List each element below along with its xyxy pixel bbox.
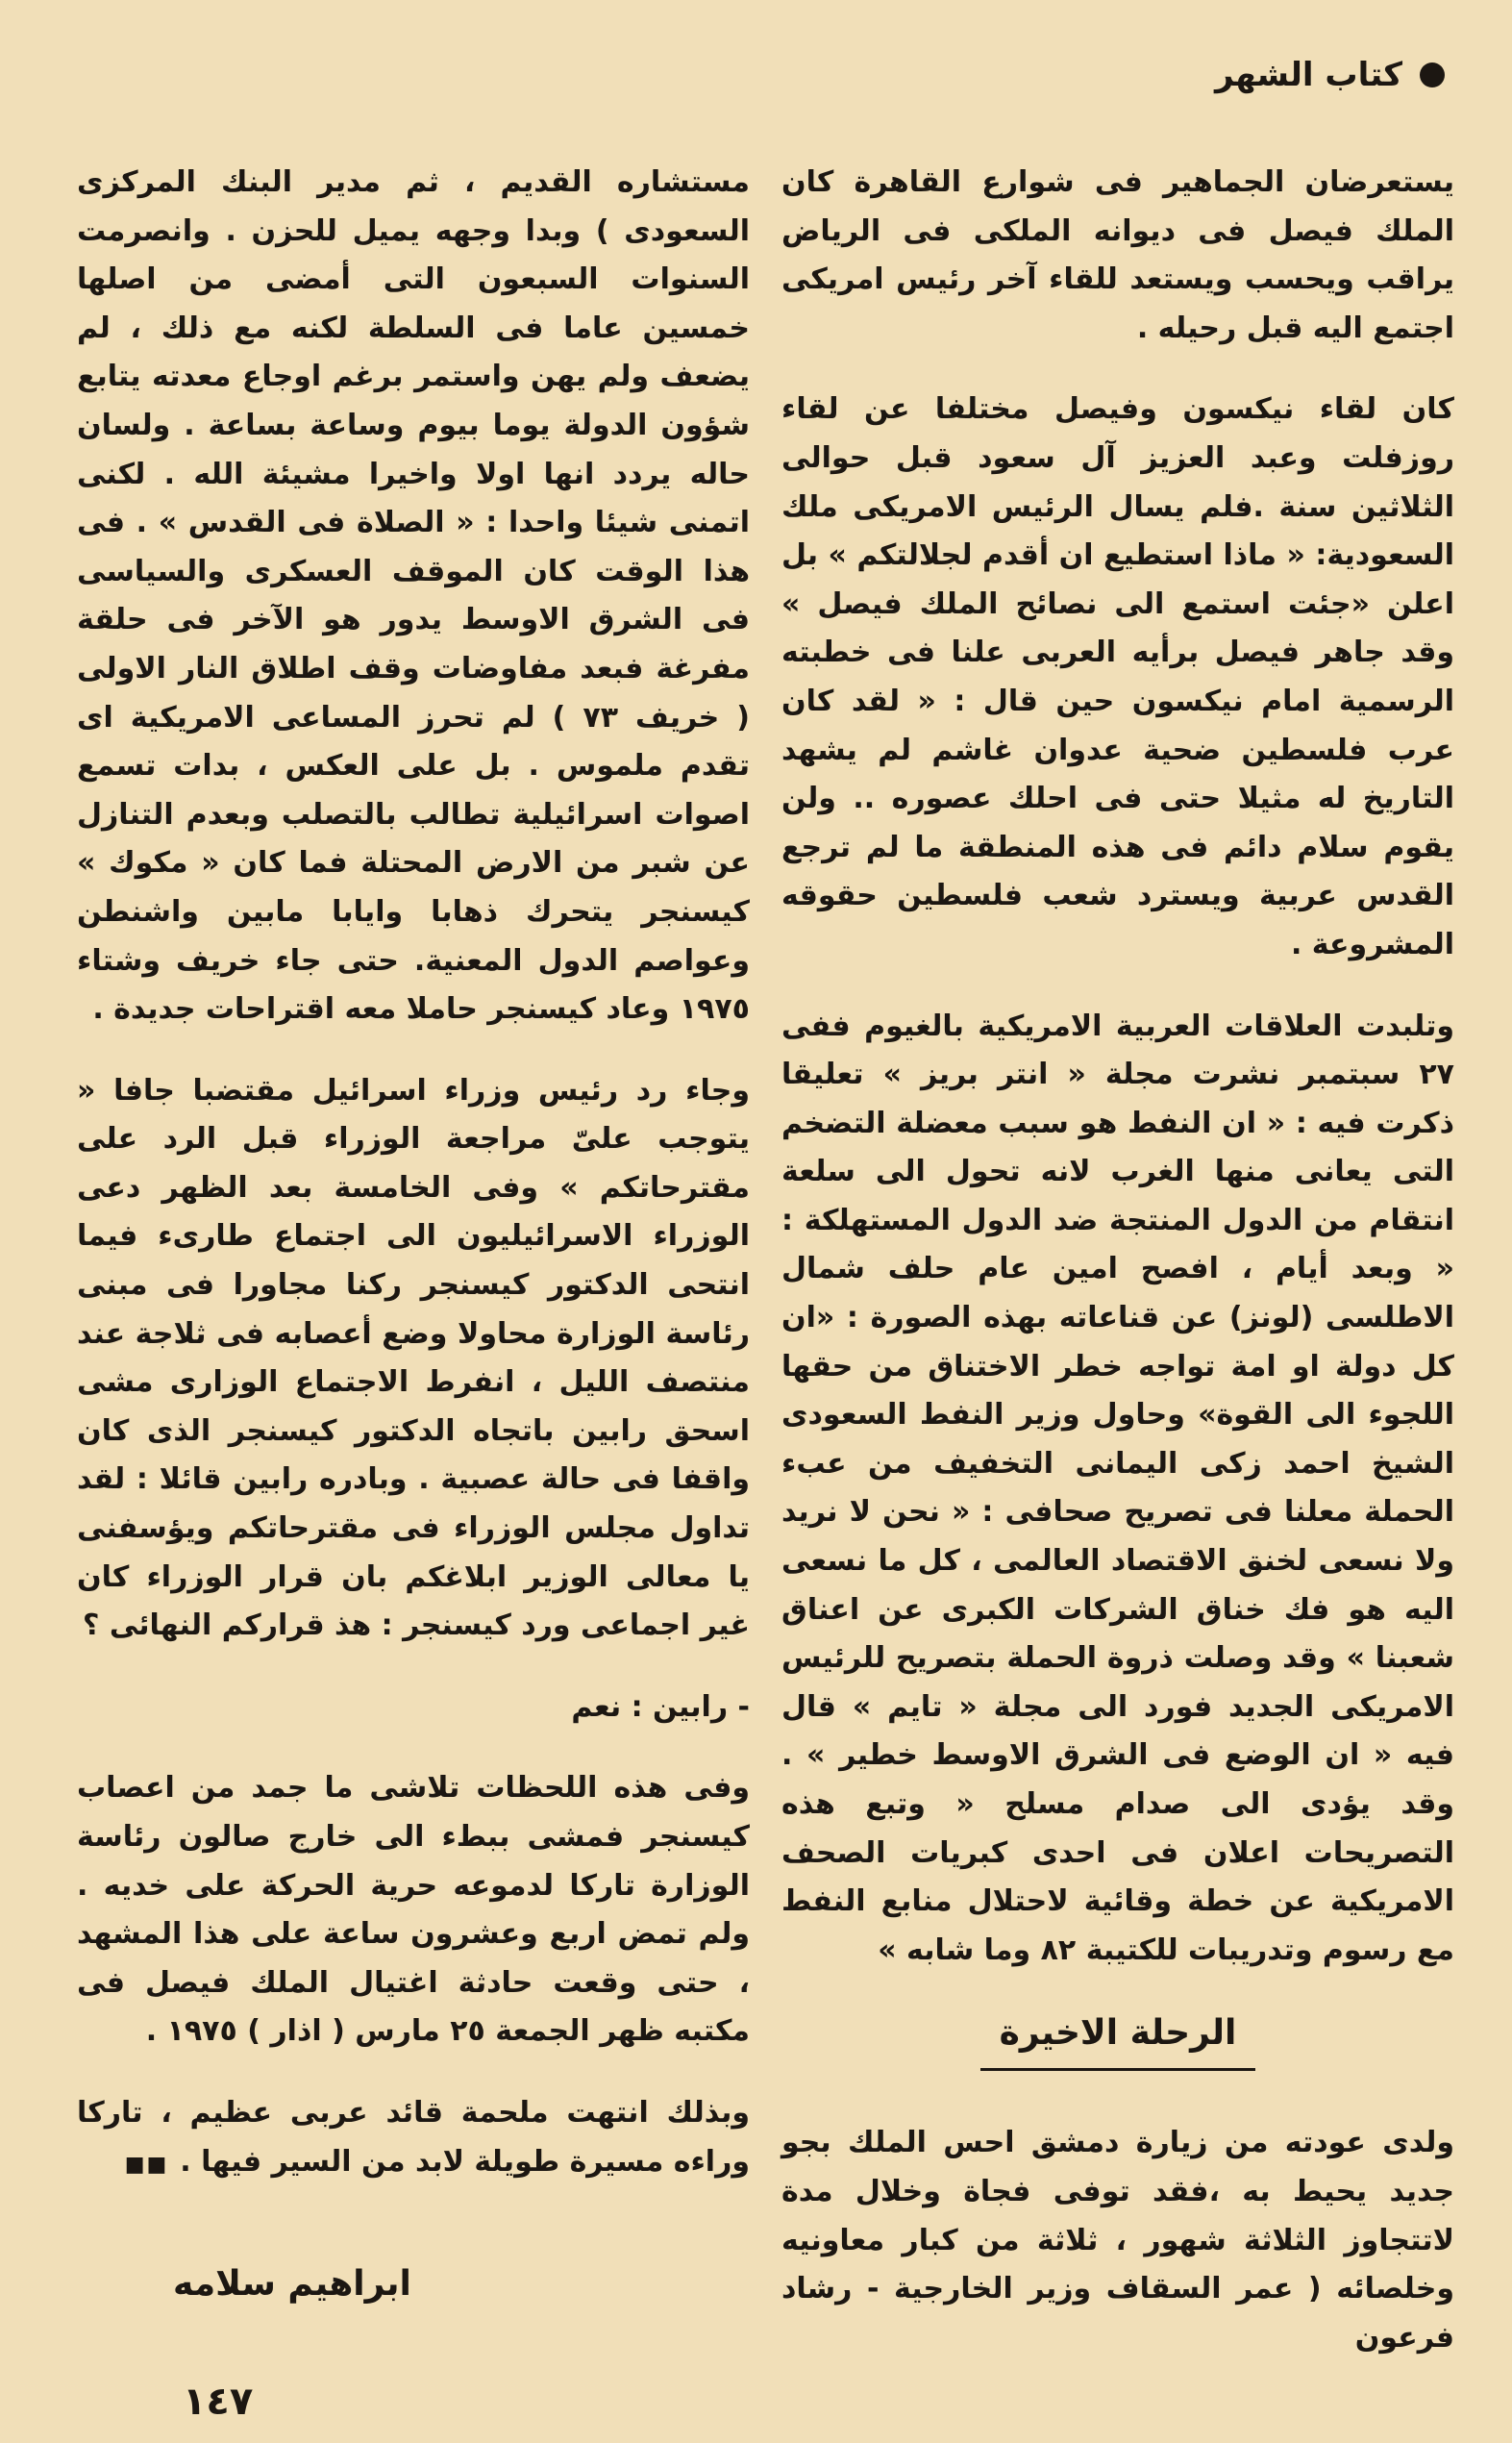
page-number: ١٤٧	[183, 2380, 254, 2424]
section-header	[1215, 56, 1445, 94]
article-paragraph: وتلبدت العلاقات العربية الامريكية بالغيوم ففى ٢٧ سبتمبر نشرت مجلة « انتر بريز » تعليقا ذكرت فيه : « ان النفط هو سبب معضلة التضخم التى يعانى منها الغرب لانه تحول الى سلعة انتقام من الدول المنتجة ضد الدول المستهلكة : « وبعد أيام ، افصح امين عام حلف شمال الاطلسى (لونز) عن قناعاته بهذه الصورة : «ان كل دولة او امة تواجه خطر الاختناق من حقها اللجوء الى القوة» وحاول وزير النفط السعودى الشيخ احمد زكى اليمانى التخفيف من عبء الحملة معلنا فى تصريح صحافى : « نحن لا نريد ولا نسعى لخنق الاقتصاد العالمى ، كل ما نسعى اليه هو فك خناق الشركات الكبرى عن اعناق شعبنا » وقد وصلت ذروة الحملة بتصريح للرئيس الامريكى الجديد فورد الى مجلة « تايم » قال فيه « ان الوضع فى الشرق الاوسط خطير » . وقد يؤدى الى صدام مسلح « وتبع هذه التصريحات اعلان فى احدى كبريات الصحف الامريكية عن خطة وقائية لاحتلال منابع النفط مع رسوم وتدريبات للكتيبة ٨٢ وما شابه »	[781, 1009, 1454, 1967]
article-paragraph: كان لقاء نيكسون وفيصل مختلفا عن لقاء روزفلت وعبد العزيز آل سعود قبل حوالى الثلاثين سنة .فلم يسال الرئيس الامريكى ملك السعودية: « ماذا استطيع ان أقدم لجلالتكم » بل اعلن «جئت استمع الى نصائح الملك فيصل » وقد جاهر فيصل برأيه العربى علنا فى خطبته الرسمية امام نيكسون حين قال : « لقد كان عرب فلسطين ضحية عدوان غاشم لم يشهد التاريخ له مثيلا حتى فى احلك عصوره .. ولن يقوم سلام دائم فى هذه المنطقة ما لم ترجع القدس عربية ويسترد شعب فلسطين حقوقه المشروعة .	[781, 392, 1454, 961]
closing-text: وبذلك انتهت ملحمة قائد عربى عظيم ، تاركا وراءه مسيرة طويلة لابد من السير فيها .	[77, 2095, 750, 2179]
article-paragraph: مستشاره القديم ، ثم مدير البنك المركزى السعودى ) وبدا وجهه يميل للحزن . وانصرمت السنوات السبعون التى أمضى من اصلها خمسين عاما فى السلطة لكنه مع ذلك ، لم يضعف ولم يهن واستمر برغم اوجاع معدته يتابع شؤون الدولة يوما بيوم وساعة بساعة . ولسان حاله يردد انها اولا واخيرا مشيئة الله . لكنى اتمنى شيئا واحدا : « الصلاة فى القدس » . فى هذا الوقت كان الموقف العسكرى والسياسى فى الشرق الاوسط يدور هو الآخر فى حلقة مفرغة فبعد مفاوضات وقف اطلاق النار الاولى ( خريف ٧٣ ) لم تحرز المساعى الامريكية اى تقدم ملموس . بل على العكس ، بدات تسمع اصوات اسرائيلية تطالب بالتصلب وبعدم التنازل عن شبر من الارض المحتلة فما كان « مكوك » كيسنجر يتحرك ذهابا وايابا مابين واشنطن وعواصم الدول المعنية. حتى جاء خريف وشتاء ١٩٧٥ وعاد كيسنجر حاملا معه اقتراحات جديدة .	[77, 165, 750, 1027]
section-title: كتاب الشهر	[1214, 56, 1402, 94]
section-heading-text: الرحلة الاخيرة	[980, 2013, 1256, 2071]
article-paragraph: وفى هذه اللحظات تلاشى ما جمد من اعصاب كيسنجر فمشى ببطء الى خارج صالون رئاسة الوزارة تاركا لدموعه حرية الحركة على خديه . ولم تمض اربع وعشرون ساعة على هذا المشهد ، حتى وقعت حادثة اغتيال الملك فيصل فى مكتبه ظهر الجمعة ٢٥ مارس ( اذار ) ١٩٧٥ .	[77, 1771, 750, 2049]
right-column	[781, 159, 1454, 2395]
article-paragraph: يستعرضان الجماهير فى شوارع القاهرة كان الملك فيصل فى ديوانه الملكى فى الرياض يراقب ويحسب ويستعد للقاء آخر رئيس امريكى اجتمع اليه قبل رحيله .	[781, 165, 1454, 345]
bullet-icon	[1420, 62, 1445, 87]
article-paragraph: وجاء رد رئيس وزراء اسرائيل مقتضبا جافا « يتوجب علىّ مراجعة الوزراء قبل الرد على مقترحاتكم » وفى الخامسة بعد الظهر دعى الوزراء الاسرائيليون الى اجتماع طارىء فيما انتحى الدكتور كيسنجر ركنا مجاورا فى مبنى رئاسة الوزارة محاولا وضع أعصابه فى ثلاجة عند منتصف الليل ، انفرط الاجتماع الوزارى مشى اسحق رابين باتجاه الدكتور كيسنجر الذى كان واقفا فى حالة عصبية . وبادره رابين قائلا : لقد تداول مجلس الوزراء فى مقترحاتكم ويؤسفنى يا معالى الوزير ابلاغكم بان قرار الوزراء كان غير اجماعى ورد كيسنجر : هذ قراركم النهائى ؟	[77, 1073, 750, 1643]
left-column	[77, 159, 750, 2222]
end-mark-icon: ■■	[124, 2152, 169, 2177]
article-paragraph: ولدى عودته من زيارة دمشق احس الملك بجو جديد يحيط به ،فقد توفى فجاة وخلال مدة لاتتجاوز الثلاثة شهور ، ثلاثة من كبار معاونيه وخلصائه ( عمر السقاف وزير الخارجية - رشاد فرعون	[781, 2126, 1454, 2355]
section-heading	[781, 2013, 1454, 2071]
author-name: ابراهيم سلامه	[173, 2264, 411, 2304]
closing-paragraph	[77, 2089, 750, 2189]
dialogue-line: - رابين : نعم	[571, 1689, 750, 1724]
